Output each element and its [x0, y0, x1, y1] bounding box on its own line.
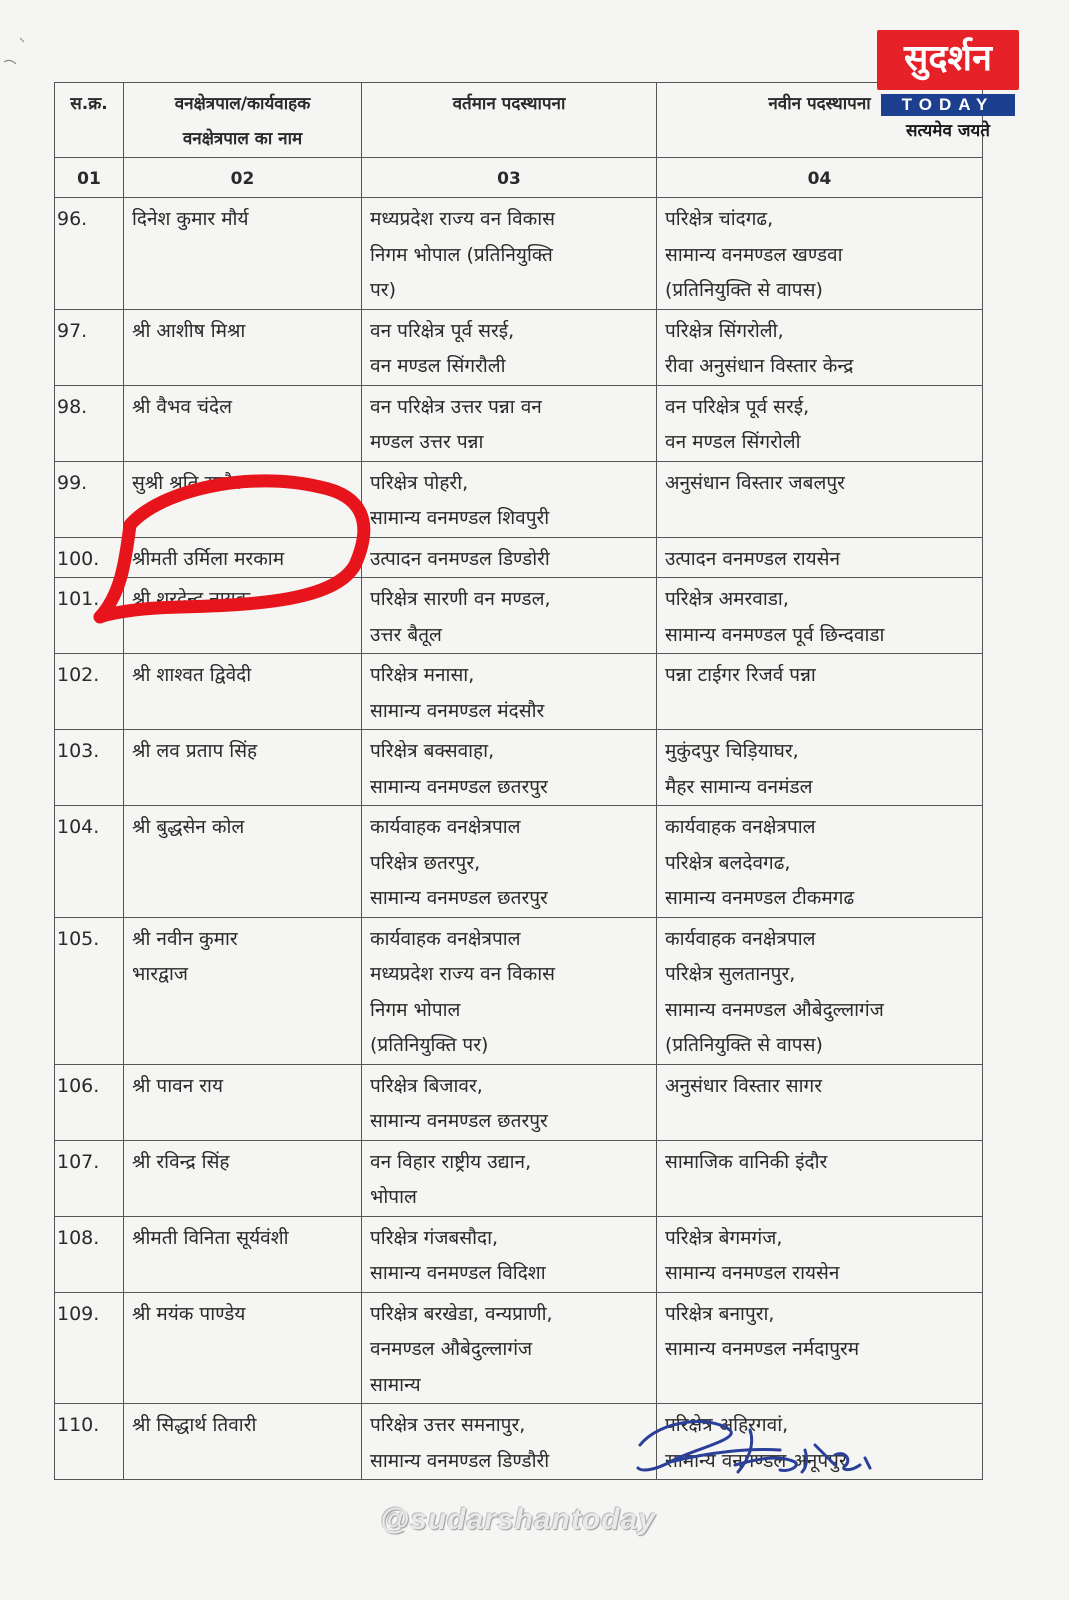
table-row	[55, 1064, 983, 1140]
current-posting-cell-text: वन परिक्षेत्र पूर्व सरई, वन मण्डल सिंगरौली	[370, 319, 515, 377]
current-posting-cell-text: कार्यवाहक वनक्षेत्रपाल परिक्षेत्र छतरपुर, सामान्य वनमण्डल छतरपुर	[370, 816, 548, 909]
serial-cell-text: 105.	[57, 927, 100, 950]
current-posting-cell-text: परिक्षेत्र पोहरी, सामान्य वनमण्डल शिवपुरी	[370, 471, 550, 529]
serial-cell-text: 106.	[57, 1074, 100, 1097]
new-posting-cell	[657, 1292, 983, 1404]
new-posting-cell-text: परिक्षेत्र सिंगरोली, रीवा अनुसंधान विस्तार केन्द्र	[665, 319, 854, 377]
table-row	[55, 385, 983, 461]
logo-tagline: सत्यमेव जयते	[906, 121, 990, 141]
name-cell-text: श्री शाश्वत द्विवेदी	[132, 664, 252, 686]
name-cell-text: श्री रविन्द्र सिंह	[132, 1150, 230, 1173]
new-posting-cell	[657, 198, 983, 310]
serial-cell-text: 109.	[57, 1302, 100, 1325]
name-cell-text: श्रीमती उर्मिला मरकाम	[132, 547, 285, 570]
current-posting-cell	[362, 461, 657, 537]
new-posting-cell	[657, 537, 983, 578]
name-cell	[124, 654, 362, 730]
name-cell	[124, 1064, 362, 1140]
new-posting-cell	[657, 578, 983, 654]
new-posting-cell-text: परिक्षेत्र बेगमगंज, सामान्य वनमण्डल रायसेन	[665, 1226, 840, 1284]
watermark-text: @sudarshantoday	[380, 1503, 656, 1536]
header-row	[55, 83, 983, 158]
name-cell	[124, 806, 362, 918]
table-row	[55, 1216, 983, 1292]
current-posting-cell	[362, 578, 657, 654]
new-posting-cell	[657, 917, 983, 1064]
name-cell	[124, 309, 362, 385]
name-cell-text: सुश्री श्रुति राठौर	[132, 471, 241, 494]
serial-cell	[55, 1404, 124, 1480]
header-current-posting: वर्तमान पदस्थापना	[362, 83, 657, 158]
current-posting-cell-text: परिक्षेत्र बिजावर, सामान्य वनमण्डल छतरपुर	[370, 1074, 548, 1132]
red-circle-annotation	[90, 465, 380, 635]
col-number: 03	[362, 158, 657, 198]
serial-cell-text: 96.	[57, 208, 88, 230]
current-posting-cell	[362, 1064, 657, 1140]
serial-cell-text: 97.	[57, 319, 88, 342]
serial-cell-text: 102.	[57, 664, 100, 686]
current-posting-cell-text: परिक्षेत्र बरखेडा, वन्यप्राणी, वनमण्डल औबेदुल्लागंज सामान्य	[370, 1302, 553, 1396]
current-posting-cell	[362, 917, 657, 1064]
name-cell-text: श्री नवीन कुमार भारद्वाज	[132, 927, 238, 985]
serial-cell-text: 108.	[57, 1226, 100, 1249]
current-posting-cell	[362, 385, 657, 461]
new-posting-cell	[657, 461, 983, 537]
scan-mark	[2, 30, 32, 70]
name-cell	[124, 730, 362, 806]
current-posting-cell-text: परिक्षेत्र उत्तर समनापुर, सामान्य वनमण्डल डिण्डौरी	[370, 1414, 550, 1472]
serial-cell-text: 100.	[57, 547, 100, 570]
serial-cell-text: 110.	[57, 1414, 100, 1436]
new-posting-cell-text: परिक्षेत्र अहिरगवां, सामान्य वनमण्डल अनूपपुर	[665, 1414, 847, 1472]
new-posting-cell	[657, 385, 983, 461]
col-number: 02	[124, 158, 362, 198]
new-posting-cell-text: कार्यवाहक वनक्षेत्रपाल परिक्षेत्र बलदेवगढ, सामान्य वनमण्डल टीकमगढ	[665, 816, 855, 909]
table-row	[55, 917, 983, 1064]
serial-cell	[55, 730, 124, 806]
current-posting-cell-text: कार्यवाहक वनक्षेत्रपाल मध्यप्रदेश राज्य वन विकास निगम भोपाल (प्रतिनियुक्ति पर)	[370, 927, 555, 1056]
sudarshan-today-logo	[877, 30, 1019, 142]
current-posting-cell-text: परिक्षेत्र मनासा, सामान्य वनमण्डल मंदसौर	[370, 664, 545, 722]
current-posting-cell	[362, 730, 657, 806]
serial-cell	[55, 654, 124, 730]
serial-cell	[55, 806, 124, 918]
serial-cell-text: 107.	[57, 1150, 100, 1173]
serial-cell	[55, 1064, 124, 1140]
new-posting-cell-text: परिक्षेत्र चांदगढ, सामान्य वनमण्डल खण्डवा (प्रतिनियुक्ति से वापस)	[665, 208, 843, 301]
table-row	[55, 1140, 983, 1216]
current-posting-cell-text: परिक्षेत्र सारणी वन मण्डल, उत्तर बैतूल	[370, 588, 551, 646]
new-posting-cell-text: उत्पादन वनमण्डल रायसेन	[665, 547, 841, 570]
current-posting-cell-text: परिक्षेत्र बक्सवाहा, सामान्य वनमण्डल छतरपुर	[370, 740, 548, 798]
current-posting-cell	[362, 537, 657, 578]
new-posting-cell	[657, 730, 983, 806]
new-posting-cell-text: अनुसंधार विस्तार सागर	[665, 1074, 822, 1097]
new-posting-cell-text: पन्ना टाईगर रिजर्व पन्ना	[665, 664, 816, 686]
header-serial: स.क्र.	[55, 83, 124, 158]
serial-cell	[55, 385, 124, 461]
current-posting-cell	[362, 1292, 657, 1404]
logo-brand: सुदर्शन	[904, 37, 992, 79]
current-posting-cell	[362, 1216, 657, 1292]
name-cell-text: श्री पावन राय	[132, 1074, 223, 1097]
name-cell	[124, 1140, 362, 1216]
name-cell-text: श्री सिद्धार्थ तिवारी	[132, 1414, 257, 1436]
name-cell-text: श्री वैभव चंदेल	[132, 395, 232, 418]
current-posting-cell-text: मध्यप्रदेश राज्य वन विकास निगम भोपाल (प्रतिनियुक्ति पर)	[370, 208, 555, 301]
table-row	[55, 654, 983, 730]
table-row	[55, 198, 983, 310]
current-posting-cell	[362, 198, 657, 310]
current-posting-cell-text: उत्पादन वनमण्डल डिण्डोरी	[370, 547, 550, 570]
name-cell-text: श्री आशीष मिश्रा	[132, 319, 246, 342]
current-posting-cell-text: वन विहार राष्ट्रीय उद्यान, भोपाल	[370, 1150, 532, 1208]
name-cell	[124, 198, 362, 310]
name-cell-text: श्री बुद्धसेन कोल	[132, 816, 245, 838]
col-number: 01	[55, 158, 124, 198]
serial-cell	[55, 917, 124, 1064]
current-posting-cell	[362, 1404, 657, 1480]
new-posting-cell	[657, 1064, 983, 1140]
new-posting-cell-text: परिक्षेत्र अमरवाडा, सामान्य वनमण्डल पूर्व छिन्दवाडा	[665, 588, 885, 646]
serial-cell	[55, 198, 124, 310]
transfer-table	[54, 82, 983, 1480]
name-cell	[124, 1292, 362, 1404]
new-posting-cell-text: मुकुंदपुर चिड़ियाघर, मैहर सामान्य वनमंडल	[665, 740, 813, 798]
current-posting-cell	[362, 309, 657, 385]
name-cell-text: श्री मयंक पाण्डेय	[132, 1302, 246, 1325]
name-cell	[124, 385, 362, 461]
name-cell-text: श्रीमती विनिता सूर्यवंशी	[132, 1226, 289, 1249]
name-cell	[124, 1216, 362, 1292]
logo-sub: TODAY	[881, 94, 1015, 116]
header-new-posting: नवीन पदस्थापना	[657, 83, 983, 158]
current-posting-cell-text: परिक्षेत्र गंजबसौदा, सामान्य वनमण्डल विदिशा	[370, 1226, 546, 1284]
new-posting-cell	[657, 309, 983, 385]
new-posting-cell-text: अनुसंधान विस्तार जबलपुर	[665, 471, 845, 494]
signature-image	[630, 1410, 900, 1490]
table-row	[55, 806, 983, 918]
name-cell	[124, 1404, 362, 1480]
new-posting-cell-text: वन परिक्षेत्र पूर्व सरई, वन मण्डल सिंगरोली	[665, 395, 810, 453]
serial-cell	[55, 1216, 124, 1292]
current-posting-cell	[362, 1140, 657, 1216]
name-cell-text: दिनेश कुमार मौर्य	[132, 208, 249, 230]
new-posting-cell	[657, 1140, 983, 1216]
serial-cell-text: 99.	[57, 471, 88, 494]
col-number: 04	[657, 158, 983, 198]
name-cell-text: श्री लव प्रताप सिंह	[132, 740, 258, 762]
current-posting-cell	[362, 806, 657, 918]
current-posting-cell	[362, 654, 657, 730]
table-row	[55, 1292, 983, 1404]
name-cell	[124, 917, 362, 1064]
column-number-row	[55, 158, 983, 198]
new-posting-cell-text: परिक्षेत्र बनापुरा, सामान्य वनमण्डल नर्मदापुरम	[665, 1302, 860, 1360]
new-posting-cell	[657, 1216, 983, 1292]
current-posting-cell-text: वन परिक्षेत्र उत्तर पन्ना वन मण्डल उत्तर पन्ना	[370, 395, 542, 453]
serial-cell-text: 104.	[57, 816, 100, 838]
table-row	[55, 730, 983, 806]
name-cell-text: श्री शरदेन्दु नायक	[132, 588, 251, 610]
serial-cell-text: 101.	[57, 588, 100, 610]
serial-cell-text: 103.	[57, 740, 100, 762]
new-posting-cell-text: कार्यवाहक वनक्षेत्रपाल परिक्षेत्र सुलतानपुर, सामान्य वनमण्डल औबेदुल्लागंज (प्रतिनियुक्ति से वापस)	[665, 927, 884, 1056]
new-posting-cell	[657, 806, 983, 918]
serial-cell-text: 98.	[57, 395, 88, 418]
new-posting-cell	[657, 654, 983, 730]
serial-cell	[55, 1292, 124, 1404]
new-posting-cell-text: सामाजिक वानिकी इंदौर	[665, 1150, 828, 1173]
serial-cell	[55, 309, 124, 385]
header-name: वनक्षेत्रपाल/कार्यवाहक वनक्षेत्रपाल का नाम	[124, 83, 362, 158]
table-row	[55, 309, 983, 385]
serial-cell	[55, 1140, 124, 1216]
